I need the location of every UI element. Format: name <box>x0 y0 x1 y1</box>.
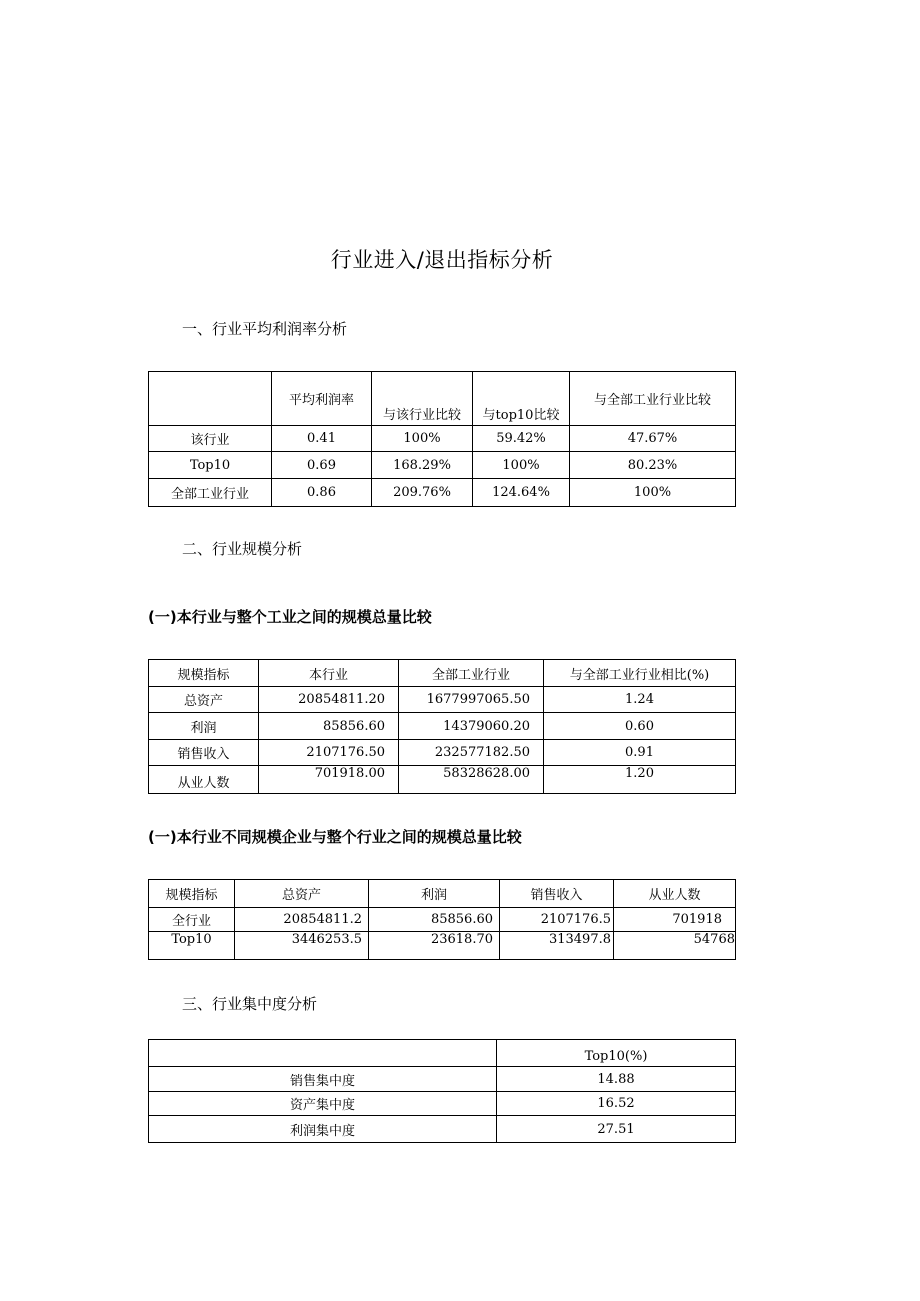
header-cell: 与top10比较 <box>473 372 570 426</box>
subsection-heading-industry-vs-all: (一)本行业与整个工业之间的规模总量比较 <box>148 608 432 626</box>
table-cell: 100% <box>570 479 736 507</box>
table-header-row <box>149 660 736 687</box>
table-row <box>149 426 736 452</box>
table-cell: 销售集中度 <box>149 1067 497 1092</box>
table-cell: 80.23% <box>570 452 736 479</box>
scale-total-table <box>148 659 736 794</box>
header-cell <box>149 372 272 426</box>
table-row <box>149 1116 736 1143</box>
table-cell: 14.88 <box>497 1067 736 1092</box>
table-cell: Top10 <box>149 932 235 960</box>
page-title: 行业进入/退出指标分析 <box>330 248 554 272</box>
table-cell: 85856.60 <box>259 713 399 740</box>
table-cell: 701918.00 <box>259 766 399 794</box>
table-cell: 该行业 <box>149 426 272 452</box>
table-cell: 资产集中度 <box>149 1092 497 1116</box>
table-cell: 54768 <box>614 932 736 960</box>
table-cell: 2107176.5 <box>500 908 614 932</box>
table-cell: 209.76% <box>372 479 473 507</box>
table-cell: 100% <box>473 452 570 479</box>
header-cell: 平均利润率 <box>272 372 372 426</box>
table-cell: 232577182.50 <box>399 740 544 766</box>
table-cell: 销售收入 <box>149 740 259 766</box>
table-row <box>149 1092 736 1116</box>
table-cell: 2107176.50 <box>259 740 399 766</box>
table-cell: Top10 <box>149 452 272 479</box>
header-cell: Top10(%) <box>497 1040 736 1067</box>
section-heading-concentration: 三、行业集中度分析 <box>182 995 318 1013</box>
table-cell: 1.20 <box>544 766 736 794</box>
table-cell: 0.69 <box>272 452 372 479</box>
table-cell: 124.64% <box>473 479 570 507</box>
table-cell: 313497.8 <box>500 932 614 960</box>
table-cell: 全行业 <box>149 908 235 932</box>
table-cell: 0.86 <box>272 479 372 507</box>
header-cell: 规模指标 <box>149 880 235 908</box>
table-cell: 3446253.5 <box>235 932 369 960</box>
table-row <box>149 766 736 794</box>
table-cell: 47.67% <box>570 426 736 452</box>
header-cell: 总资产 <box>235 880 369 908</box>
table-cell: 0.60 <box>544 713 736 740</box>
table-cell: 168.29% <box>372 452 473 479</box>
table-cell: 1.24 <box>544 687 736 713</box>
table-header-row <box>149 372 736 426</box>
table-cell: 27.51 <box>497 1116 736 1143</box>
table-cell: 从业人数 <box>149 766 259 794</box>
table-cell: 1677997065.50 <box>399 687 544 713</box>
table-cell: 总资产 <box>149 687 259 713</box>
section-heading-profit-rate: 一、行业平均利润率分析 <box>182 320 348 338</box>
header-cell: 从业人数 <box>614 880 736 908</box>
table-row <box>149 713 736 740</box>
header-cell: 销售收入 <box>500 880 614 908</box>
header-cell <box>149 1040 497 1067</box>
header-cell: 全部工业行业 <box>399 660 544 687</box>
header-cell: 本行业 <box>259 660 399 687</box>
subsection-heading-size-vs-industry: (一)本行业不同规模企业与整个行业之间的规模总量比较 <box>148 828 522 846</box>
section-heading-scale: 二、行业规模分析 <box>182 540 303 558</box>
table-row <box>149 932 736 960</box>
table-cell: 0.41 <box>272 426 372 452</box>
table-cell: 利润 <box>149 713 259 740</box>
table-cell: 0.91 <box>544 740 736 766</box>
table-row <box>149 908 736 932</box>
scale-by-size-table <box>148 879 736 960</box>
header-cell: 规模指标 <box>149 660 259 687</box>
header-cell: 与全部工业行业比较 <box>570 372 736 426</box>
table-row <box>149 479 736 507</box>
profit-rate-table <box>148 371 736 507</box>
table-cell: 59.42% <box>473 426 570 452</box>
header-cell: 与全部工业行业相比(%) <box>544 660 736 687</box>
table-header-row <box>149 1040 736 1067</box>
table-cell: 701918 <box>614 908 736 932</box>
table-cell: 14379060.20 <box>399 713 544 740</box>
table-row <box>149 1067 736 1092</box>
table-row <box>149 740 736 766</box>
table-cell: 58328628.00 <box>399 766 544 794</box>
header-cell: 利润 <box>369 880 500 908</box>
table-cell: 16.52 <box>497 1092 736 1116</box>
table-cell: 100% <box>372 426 473 452</box>
table-header-row <box>149 880 736 908</box>
table-cell: 全部工业行业 <box>149 479 272 507</box>
table-cell: 20854811.2 <box>235 908 369 932</box>
table-cell: 20854811.20 <box>259 687 399 713</box>
table-cell: 23618.70 <box>369 932 500 960</box>
concentration-table <box>148 1039 736 1143</box>
table-cell: 85856.60 <box>369 908 500 932</box>
table-cell: 利润集中度 <box>149 1116 497 1143</box>
table-row <box>149 687 736 713</box>
header-cell: 与该行业比较 <box>372 372 473 426</box>
table-row <box>149 452 736 479</box>
